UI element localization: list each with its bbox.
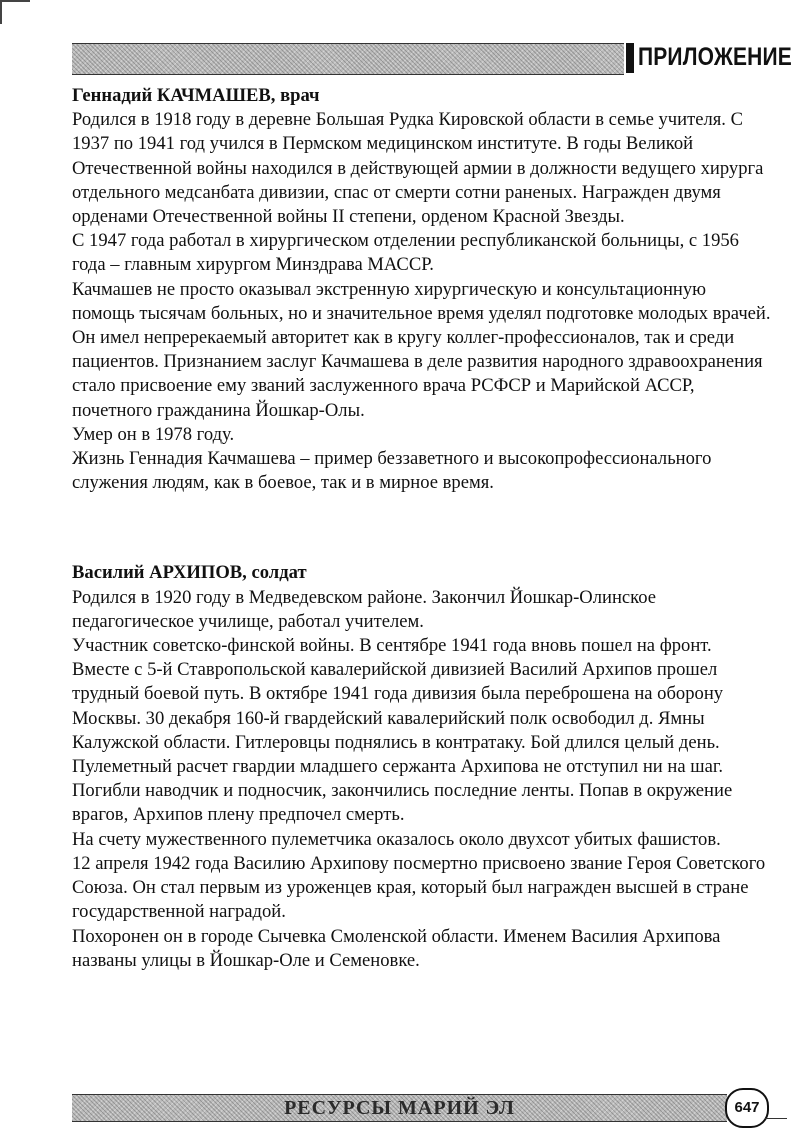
bio-entry-arkhipov	[72, 561, 772, 972]
page-content	[72, 84, 772, 973]
bio-paragraph: С 1947 года работал в хирургическом отделении республиканской больницы, с 1956 года – главным хирургом Минздрава МАССР.	[72, 230, 739, 276]
header-separator	[626, 43, 634, 73]
bio-paragraph: Похоронен он в городе Сычевка Смоленской области. Именем Василия Архипова названы улицы в Йошкар-Оле и Семеновке.	[72, 925, 721, 971]
bio-paragraph: Жизнь Геннадия Качмашева – пример беззаветного и высокопрофессионального служения людям, как в боевое, так и в мирное время.	[72, 448, 712, 494]
page-number: 647	[725, 1088, 769, 1128]
footer-title: РЕСУРСЫ МАРИЙ ЭЛ	[284, 1097, 515, 1119]
bio-entry-kachmashev	[72, 84, 772, 495]
bio-paragraph: 12 апреля 1942 года Василию Архипову посмертно присвоено звание Героя Советского Союза. Он стал первым из уроженцев края, который был награжден высшей в стране государственной наградой.	[72, 852, 766, 923]
bio-paragraph: Качмашев не просто оказывал экстренную хирургическую и консультационную помощь тысячам больных, но и значительное время уделял подготовке молодых врачей. Он имел непререкаемый авторитет как в кругу коллег-профессионалов, так и среди пациентов. Признанием заслуг Качмашева в деле развития народного здравоохранения стало присвоение ему званий заслуженного врача РСФСР и Марийской АССР, почетного гражданина Йошкар-Олы.	[72, 278, 771, 421]
bio-heading: Геннадий КАЧМАШЕВ, врач	[72, 85, 320, 106]
footer-rule	[765, 1118, 787, 1119]
bio-paragraph: Родился в 1918 году в деревне Большая Рудка Кировской области в семье учителя. С 1937 по 1941 год учился в Пермском медицинском институте. В годы Великой Отечественной войны находился в действующей армии в должности ведущего хирурга отдельного медсанбата дивизии, спас от смерти сотни раненых. Награжден двумя орденами Отечественной войны II степени, орденом Красной Звезды.	[72, 109, 764, 228]
section-title: ПРИЛОЖЕНИЕ	[638, 43, 792, 71]
scan-corner-mark	[0, 0, 30, 24]
bio-heading: Василий АРХИПОВ, солдат	[72, 562, 307, 584]
header-decorative-bar	[72, 43, 624, 75]
bio-paragraph: Участник советско-финской войны. В сентябре 1941 года вновь пошел на фронт. Вместе с 5-й Ставропольской кавалерийской дивизией Василий Архипов прошел трудный боевой путь. В октябре 1941 года дивизия была переброшена на оборону Москвы. 30 декабря 160-й гвардейский кавалерийский полк освободил д. Ямны Калужской области. Гитлеровцы поднялись в контратаку. Бой длился целый день. Пулеметный расчет гвардии младшего сержанта Архипова не отступил ни на шаг. Погибли наводчик и подносчик, закончились последние ленты. Попав в окружение врагов, Архипов плену предпочел смерть.	[72, 635, 733, 826]
bio-paragraph: Родился в 1920 году в Медведевском районе. Закончил Йошкар-Олинское педагогическое училище, работал учителем.	[72, 586, 657, 632]
bio-paragraph: На счету мужественного пулеметчика оказалось около двухсот убитых фашистов.	[72, 828, 721, 850]
bio-paragraph: Умер он в 1978 году.	[72, 423, 235, 445]
